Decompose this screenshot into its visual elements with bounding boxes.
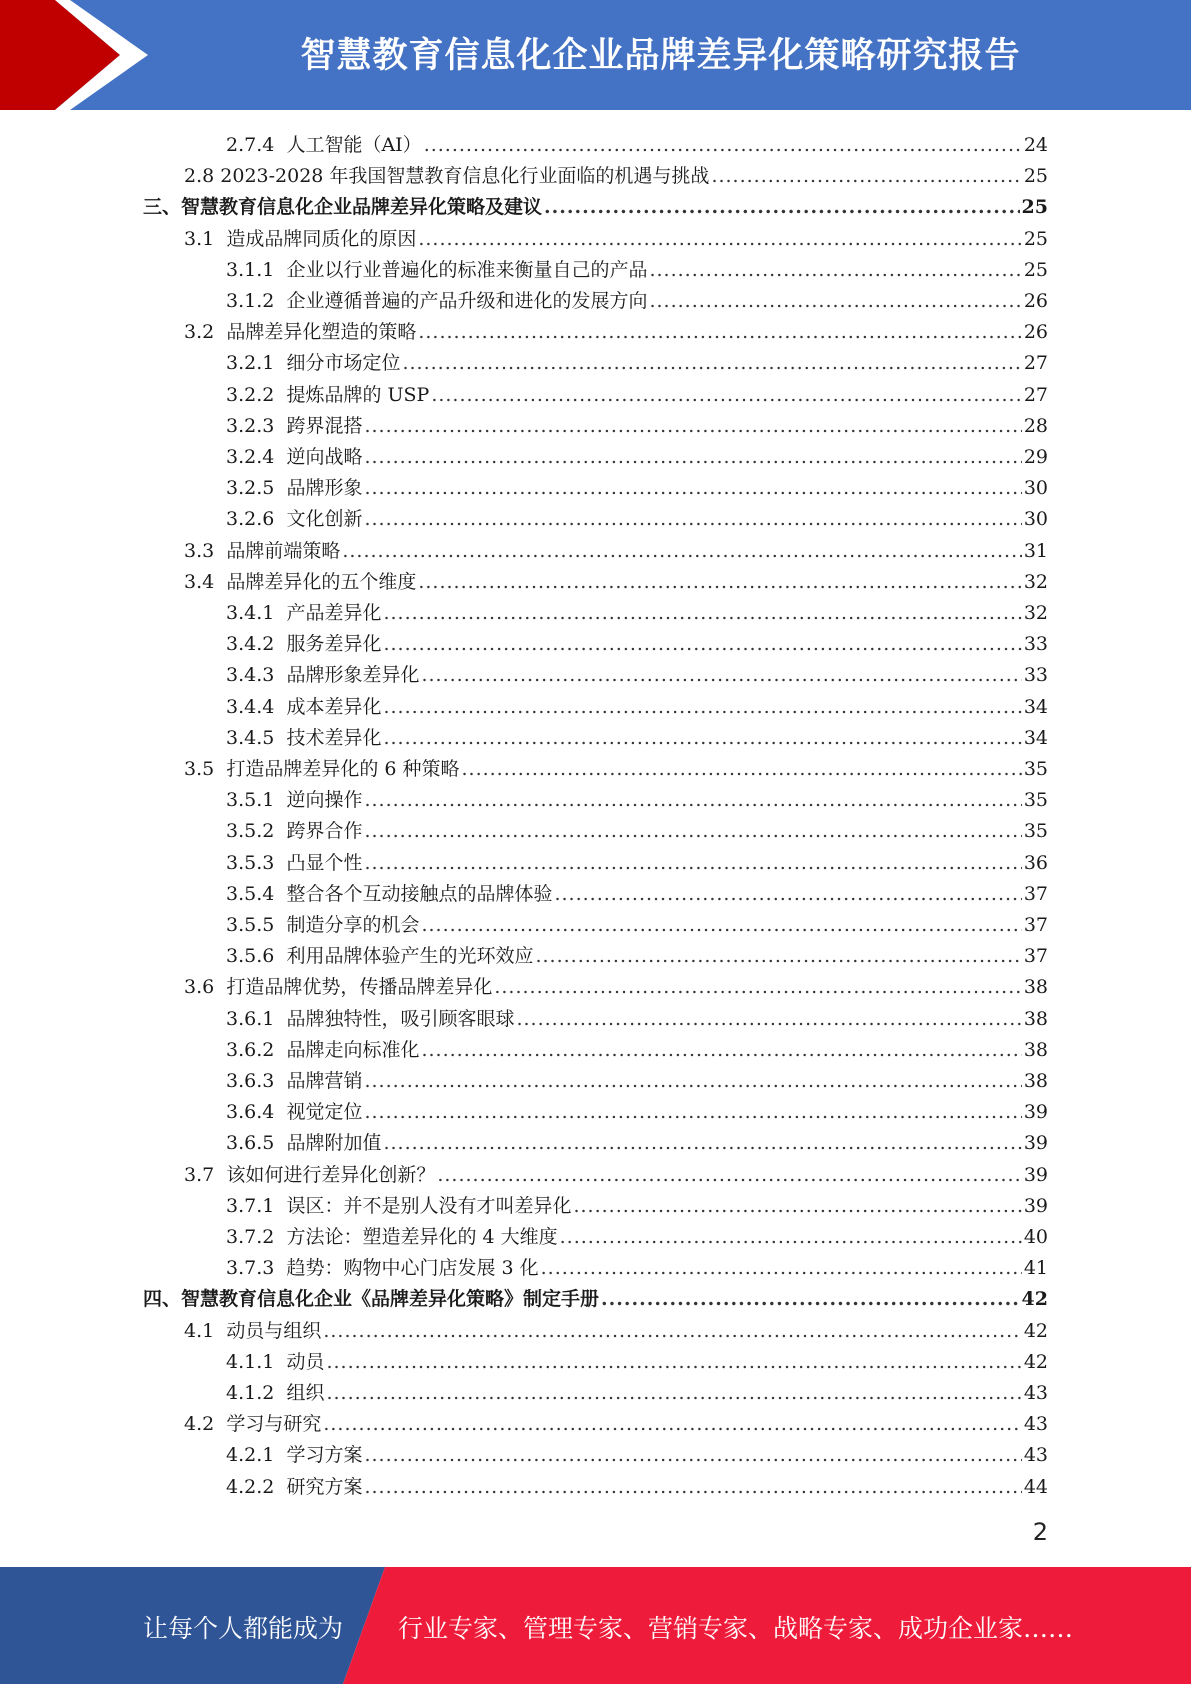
toc-entry-number: 3.2 (184, 321, 215, 344)
toc-entry-number: 2.7.4 (226, 134, 275, 156)
toc-entry-page: 26 (1023, 290, 1048, 312)
toc-leader-dots (364, 414, 1021, 438)
toc-entry-number: 3.2.6 (226, 508, 275, 531)
toc-entry-page: 30 (1023, 477, 1048, 500)
toc-entry-label (226, 507, 362, 531)
toc-entry-page: 39 (1023, 1101, 1048, 1124)
toc-leader-dots (649, 289, 1021, 313)
toc-entry-text: 细分市场定位 (286, 352, 401, 375)
toc-leader-dots (560, 1225, 1022, 1249)
toc-entry-number: 3.7.3 (226, 1257, 275, 1280)
toc-entry[interactable] (226, 1000, 1048, 1031)
toc-entry-label (226, 663, 419, 687)
toc-entry-number: 3.2.2 (226, 383, 275, 406)
toc-leader-dots (364, 1100, 1021, 1124)
toc-entry-text: 品牌营销 (286, 1070, 363, 1092)
toc-entry-text: 品牌形象差异化 (286, 664, 420, 687)
toc-entry-number: 3.7.1 (226, 1194, 275, 1217)
toc-entry-page: 32 (1023, 602, 1048, 624)
toc-entry-page: 40 (1023, 1226, 1048, 1248)
toc-entry-label (226, 601, 381, 625)
toc-entry[interactable] (226, 126, 1048, 157)
toc-entry-label (184, 1412, 321, 1436)
toc-entry[interactable] (184, 1312, 1048, 1343)
footer-slogan-left: 让每个人都能成为 (143, 1614, 344, 1643)
toc-entry-page: 39 (1023, 1163, 1048, 1186)
toc-entry-page: 31 (1023, 539, 1048, 562)
toc-entry-label (226, 1475, 362, 1499)
toc-entry[interactable] (226, 376, 1048, 407)
toc-leader-dots (418, 227, 1021, 251)
toc-entry-text: 四、智慧教育信息化企业《品牌差异化策略》制定手册 (143, 1288, 600, 1311)
toc-leader-dots (431, 383, 1022, 407)
toc-entry-page: 25 (1023, 227, 1048, 250)
toc-entry-text: 服务差异化 (286, 633, 382, 656)
toc-entry[interactable] (184, 1156, 1048, 1187)
toc-entry-label (143, 195, 542, 219)
toc-entry-label (184, 570, 416, 594)
page-footer (0, 1567, 1191, 1684)
toc-entry-page: 36 (1023, 851, 1048, 874)
toc-leader-dots (544, 195, 1020, 219)
toc-entry-label (226, 788, 362, 812)
toc-entry-page: 35 (1023, 758, 1048, 780)
toc-leader-dots (535, 944, 1021, 968)
toc-entry-text: 该如何进行差异化创新？ (226, 1163, 436, 1186)
toc-entry[interactable] (226, 625, 1048, 656)
toc-leader-dots (516, 1007, 1021, 1031)
toc-entry-page: 42 (1023, 1319, 1048, 1342)
toc-entry-page: 34 (1023, 695, 1048, 718)
toc-leader-dots (383, 632, 1021, 656)
toc-entry-label (184, 757, 459, 781)
toc-entry-number: 3.6.3 (226, 1070, 275, 1092)
toc-entry-label (226, 1038, 419, 1062)
toc-entry-text: 人工智能（AI） (286, 134, 422, 156)
toc-entry[interactable] (226, 875, 1048, 906)
toc-entry-number: 3.4 (184, 570, 215, 593)
toc-entry-label (226, 726, 381, 750)
toc-entry-text: 凸显个性 (286, 851, 363, 874)
toc-leader-dots (573, 1194, 1021, 1218)
toc-entry-page: 34 (1023, 726, 1048, 749)
toc-entry-label (226, 695, 381, 719)
toc-entry-page: 33 (1023, 633, 1048, 656)
toc-entry-text: 品牌差异化塑造的策略 (226, 321, 417, 344)
toc-entry-page: 37 (1023, 945, 1048, 968)
toc-entry-text: 成本差异化 (286, 695, 382, 718)
toc-entry-label (226, 289, 647, 313)
toc-entry-label (184, 227, 416, 251)
toc-entry-page: 35 (1023, 789, 1048, 812)
toc-entry[interactable] (226, 844, 1048, 875)
toc-entry-text: 产品差异化 (286, 602, 382, 624)
toc-entry-number: 3.7 (184, 1163, 215, 1186)
toc-entry-number: 3.7.2 (226, 1226, 275, 1248)
toc-entry-label (226, 913, 419, 937)
toc-leader-dots (364, 445, 1021, 469)
toc-leader-dots (554, 882, 1021, 906)
toc-entry-label (226, 632, 381, 656)
page-header (0, 0, 1191, 110)
toc-entry-text: 跨界混搭 (286, 414, 363, 437)
toc-entry-label (143, 1287, 599, 1311)
toc-entry[interactable] (184, 968, 1048, 999)
toc-entry-text: 利用品牌体验产生的光环效应 (286, 945, 534, 968)
toc-entry[interactable] (184, 750, 1048, 781)
toc-entry-page: 24 (1023, 134, 1048, 156)
toc-entry[interactable] (184, 1405, 1048, 1436)
toc-leader-dots (364, 1475, 1021, 1499)
toc-entry[interactable] (226, 1031, 1048, 1062)
toc-leader-dots (364, 507, 1021, 531)
toc-entry-text: 组织 (286, 1382, 325, 1404)
toc-leader-dots (364, 1069, 1021, 1093)
toc-entry-page: 38 (1023, 1007, 1048, 1030)
toc-entry[interactable] (226, 937, 1048, 968)
toc-entry-number: 3.1.1 (226, 258, 275, 281)
toc-entry[interactable] (184, 220, 1048, 251)
toc-leader-dots (326, 1350, 1021, 1374)
toc-entry-label (184, 1319, 321, 1343)
toc-entry-text: 误区：并不是别人没有才叫差异化 (286, 1194, 572, 1217)
toc-entry[interactable] (226, 1062, 1048, 1093)
toc-entry-page: 38 (1023, 1070, 1048, 1092)
toc-leader-dots (418, 320, 1021, 344)
toc-leader-dots (364, 851, 1021, 875)
toc-entry-number: 3.4.4 (226, 695, 275, 718)
toc-entry[interactable] (226, 438, 1048, 469)
toc-entry-number: 3.6 (184, 976, 215, 999)
toc-entry-text: 整合各个互动接触点的品牌体验 (286, 882, 553, 905)
toc-entry-number: 3.6.2 (226, 1038, 275, 1061)
toc-entry-text: 制造分享的机会 (286, 914, 420, 936)
toc-entry-page: 42 (1023, 1350, 1048, 1373)
toc-leader-dots (364, 1443, 1021, 1467)
toc-leader-dots (649, 258, 1021, 282)
toc-entry-label (226, 133, 422, 157)
toc-entry-text: 造成品牌同质化的原因 (226, 227, 417, 250)
toc-leader-dots (541, 1256, 1022, 1280)
toc-entry[interactable] (184, 157, 1048, 188)
toc-entry-label (184, 164, 709, 188)
toc-entry[interactable] (226, 1249, 1048, 1280)
toc-entry-number: 3.5.1 (226, 789, 275, 812)
toc-entry-text: 学习方案 (286, 1444, 363, 1467)
toc-leader-dots (342, 539, 1021, 563)
toc-entry-number: 3.5.3 (226, 851, 275, 874)
toc-entry-text: 视觉定位 (286, 1101, 363, 1124)
toc-entry[interactable] (226, 469, 1048, 500)
toc-leader-dots (364, 819, 1021, 843)
toc-leader-dots (418, 570, 1021, 594)
toc-entry-page: 35 (1023, 820, 1048, 843)
toc-leader-dots (711, 164, 1021, 188)
toc-entry-text: 方法论：塑造差异化的 4 大维度 (286, 1226, 558, 1248)
toc-entry-label (184, 1163, 435, 1187)
toc-entry[interactable] (226, 594, 1048, 625)
toc-leader-dots (421, 913, 1021, 937)
toc-entry-text: 企业以行业普遍化的标准来衡量自己的产品 (286, 258, 648, 281)
toc-entry-page: 27 (1023, 383, 1048, 406)
toc-entry-page: 39 (1023, 1194, 1048, 1217)
toc-entry[interactable] (226, 1436, 1048, 1467)
toc-leader-dots (421, 663, 1021, 687)
toc-entry[interactable] (184, 532, 1048, 563)
toc-entry-label (226, 258, 647, 282)
toc-leader-dots (364, 788, 1021, 812)
toc-entry-page: 29 (1023, 446, 1048, 468)
toc-entry-page: 25 (1023, 258, 1048, 281)
toc-entry-page: 26 (1023, 321, 1048, 344)
toc-entry[interactable] (226, 251, 1048, 282)
toc-entry[interactable] (226, 781, 1048, 812)
toc-entry-number: 3.2.4 (226, 446, 275, 468)
toc-leader-dots (383, 1131, 1021, 1155)
toc-entry-text: 动员 (286, 1350, 325, 1373)
toc-leader-dots (383, 726, 1021, 750)
toc-leader-dots (364, 476, 1021, 500)
toc-entry-label (226, 1100, 362, 1124)
toc-entry-page: 42 (1021, 1288, 1048, 1311)
toc-entry-text: 2023-2028 年我国智慧教育信息化行业面临的机遇与挑战 (220, 165, 710, 188)
toc-entry-page: 44 (1023, 1475, 1048, 1498)
toc-entry[interactable] (143, 1280, 1048, 1311)
toc-entry-text: 品牌附加值 (286, 1132, 382, 1155)
toc-entry-number: 3.4.5 (226, 726, 275, 749)
toc-entry-number: 3.5.5 (226, 914, 275, 936)
toc-entry-number: 3.6.4 (226, 1101, 275, 1124)
toc-entry[interactable] (226, 500, 1048, 531)
toc-leader-dots (383, 695, 1021, 719)
toc-entry[interactable] (226, 407, 1048, 438)
toc-entry-label (226, 1069, 362, 1093)
toc-entry-label (226, 1381, 324, 1405)
toc-entry[interactable] (226, 812, 1048, 843)
toc-entry-number: 3.1 (184, 227, 215, 250)
toc-leader-dots (437, 1163, 1021, 1187)
toc-entry-page: 32 (1023, 570, 1048, 593)
toc-leader-dots (326, 1381, 1021, 1405)
toc-entry-page: 33 (1023, 664, 1048, 687)
toc-entry[interactable] (226, 1374, 1048, 1405)
toc-entry-text: 提炼品牌的 USP (286, 383, 430, 406)
toc-leader-dots (461, 757, 1021, 781)
toc-entry-label (226, 1194, 571, 1218)
toc-leader-dots (383, 601, 1021, 625)
toc-entry-page: 37 (1023, 914, 1048, 936)
toc-entry-text: 逆向操作 (286, 789, 363, 812)
toc-entry-number: 3.2.3 (226, 414, 275, 437)
toc-entry-label (226, 445, 362, 469)
toc-entry-number: 3.5.6 (226, 945, 275, 968)
toc-entry-text: 企业遵循普遍的产品升级和进化的发展方向 (286, 290, 648, 312)
toc-leader-dots (323, 1319, 1021, 1343)
toc-leader-dots (601, 1287, 1020, 1311)
toc-entry-label (226, 476, 362, 500)
toc-entry-label (226, 383, 429, 407)
toc-entry-text: 跨界合作 (286, 820, 363, 843)
toc-entry-label (226, 1225, 558, 1249)
toc-entry-text: 逆向战略 (286, 446, 363, 468)
toc-entry-text: 趋势：购物中心门店发展 3 化 (286, 1257, 539, 1280)
toc-entry-page: 43 (1023, 1382, 1048, 1404)
toc-entry-number: 3.6.1 (226, 1007, 275, 1030)
toc-entry-number: 4.2.2 (226, 1475, 275, 1498)
toc-entry-label (226, 851, 362, 875)
toc-entry-page: 37 (1023, 882, 1048, 905)
page-number: 2 (1032, 1518, 1048, 1546)
toc-entry-label (226, 944, 533, 968)
toc-entry-number: 4.1.1 (226, 1350, 275, 1373)
toc-entry-number: 3.1.2 (226, 290, 275, 312)
toc-entry-number: 4.2 (184, 1413, 215, 1436)
toc-entry-page: 25 (1023, 165, 1048, 188)
toc-entry-text: 品牌前端策略 (226, 539, 341, 562)
toc-entry-number: 3.2.5 (226, 477, 275, 500)
toc-entry-page: 28 (1023, 414, 1048, 437)
toc-leader-dots (494, 975, 1021, 999)
toc-entry-label (226, 1443, 362, 1467)
toc-entry-number: 3.4.2 (226, 633, 275, 656)
toc-entry[interactable] (226, 1468, 1048, 1499)
toc-entry-label (184, 539, 340, 563)
toc-entry-number: 3.5.4 (226, 882, 275, 905)
toc-entry-number: 3.6.5 (226, 1132, 275, 1155)
toc-entry-text: 品牌独特性，吸引顾客眼球 (286, 1007, 515, 1030)
toc-entry[interactable] (184, 563, 1048, 594)
toc-entry-text: 打造品牌差异化的 6 种策略 (226, 758, 460, 780)
toc-entry-label (184, 320, 416, 344)
toc-entry-page: 41 (1023, 1257, 1048, 1280)
page-title: 智慧教育信息化企业品牌差异化策略研究报告 (300, 36, 1021, 76)
toc-entry[interactable] (226, 1218, 1048, 1249)
toc-entry[interactable] (226, 1093, 1048, 1124)
toc-entry-text: 品牌差异化的五个维度 (226, 570, 417, 593)
toc-entry-page: 25 (1021, 196, 1048, 219)
toc-entry-text: 研究方案 (286, 1475, 363, 1498)
toc-entry-number: 3.5.2 (226, 820, 275, 843)
toc-entry-page: 27 (1023, 352, 1048, 375)
toc-entry-text: 学习与研究 (226, 1413, 322, 1436)
toc-entry[interactable] (226, 1343, 1048, 1374)
toc-entry[interactable] (226, 719, 1048, 750)
toc-entry-number: 2.8 (184, 165, 215, 188)
toc-entry[interactable] (226, 656, 1048, 687)
toc-entry[interactable] (226, 282, 1048, 313)
toc-entry-label (226, 1350, 324, 1374)
toc-leader-dots (424, 133, 1022, 157)
toc-entry-label (226, 819, 362, 843)
toc-leader-dots (421, 1038, 1021, 1062)
toc-entry-number: 3.5 (184, 758, 215, 780)
toc-entry-text: 技术差异化 (286, 726, 382, 749)
footer-slogan-right: 行业专家、管理专家、营销专家、战略专家、成功企业家…… (398, 1614, 1074, 1643)
toc-entry-text: 三、智慧教育信息化企业品牌差异化策略及建议 (143, 196, 543, 219)
toc-entry-page: 43 (1023, 1444, 1048, 1467)
toc-entry[interactable] (143, 188, 1048, 219)
toc-entry-label (184, 975, 492, 999)
toc-entry-label (226, 1007, 514, 1031)
toc-entry-number: 3.4.1 (226, 602, 275, 624)
toc-entry-page: 30 (1023, 508, 1048, 531)
toc-entry[interactable] (226, 906, 1048, 937)
toc-entry[interactable] (226, 344, 1048, 375)
toc-entry-number: 3.4.3 (226, 664, 275, 687)
toc-entry-number: 3.2.1 (226, 352, 275, 375)
toc-entry[interactable] (226, 1187, 1048, 1218)
toc-leader-dots (323, 1412, 1021, 1436)
toc-entry-page: 39 (1023, 1132, 1048, 1155)
toc-entry[interactable] (226, 1124, 1048, 1155)
toc-entry-label (226, 1131, 381, 1155)
toc-entry[interactable] (184, 313, 1048, 344)
toc-leader-dots (402, 351, 1021, 375)
toc-entry-number: 3.3 (184, 539, 215, 562)
toc-entry-label (226, 1256, 539, 1280)
toc-entry-text: 文化创新 (286, 508, 363, 531)
toc-entry-text: 品牌走向标准化 (286, 1038, 420, 1061)
toc-entry-label (226, 414, 362, 438)
toc-entry-page: 38 (1023, 1038, 1048, 1061)
toc-entry-page: 43 (1023, 1413, 1048, 1436)
toc-entry-text: 品牌形象 (286, 477, 363, 500)
toc-entry[interactable] (226, 688, 1048, 719)
toc-entry-label (226, 351, 400, 375)
toc-entry-number: 4.1 (184, 1319, 215, 1342)
toc-entry-label (226, 882, 552, 906)
toc-entry-number: 4.1.2 (226, 1382, 275, 1404)
toc-entry-number: 4.2.1 (226, 1444, 275, 1467)
toc-entry-text: 动员与组织 (226, 1319, 322, 1342)
toc-entry-page: 38 (1023, 976, 1048, 999)
toc-entry-text: 打造品牌优势，传播品牌差异化 (226, 976, 493, 999)
